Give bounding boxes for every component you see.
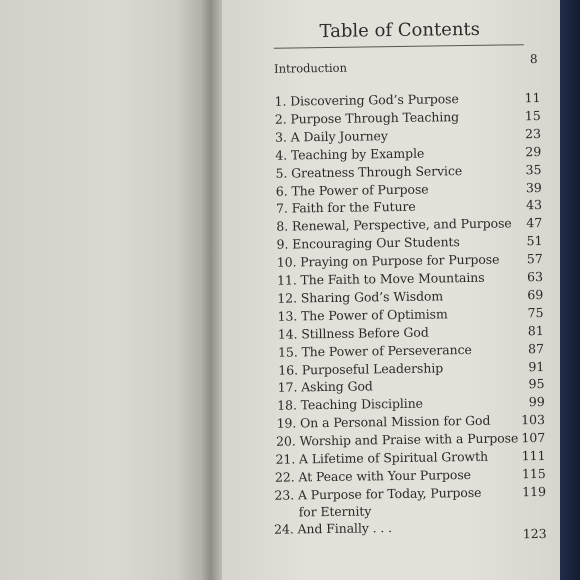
toc-entry-page: 111 bbox=[521, 447, 546, 464]
toc-page-content bbox=[239, 0, 577, 580]
toc-entry-title: 15. The Power of Perseverance bbox=[277, 341, 472, 360]
intro-entry-label: Introduction bbox=[273, 60, 348, 76]
toc-entry-title: 18. Teaching Discipline bbox=[277, 395, 424, 413]
toc-entry-title: 19. On a Personal Mission for God bbox=[276, 412, 491, 431]
toc-entry-title: 6. The Power of Purpose bbox=[275, 181, 429, 199]
toc-entry-title: 21. A Lifetime of Spiritual Growth bbox=[275, 448, 489, 467]
toc-entry-title: 20. Worship and Praise with a Purpose bbox=[275, 430, 519, 449]
toc-entry-title: 8. Renewal, Perspective, and Purpose bbox=[276, 215, 512, 234]
toc-entry-title: 12. Sharing God’s Wisdom bbox=[277, 288, 444, 306]
toc-entry-page: 43 bbox=[526, 197, 543, 213]
toc-entry-title: 5. Greatness Through Service bbox=[275, 162, 463, 181]
toc-entry-page: 99 bbox=[528, 394, 545, 410]
toc-entry-page: 115 bbox=[521, 465, 546, 482]
toc-entry-page: 51 bbox=[526, 233, 543, 249]
toc-entry-title: 22. At Peace with Your Purpose bbox=[274, 466, 472, 485]
toc-entry-page: 87 bbox=[528, 340, 545, 356]
left-blank-page bbox=[0, 0, 208, 580]
toc-entry-page: 123 bbox=[522, 525, 547, 541]
toc-entry-page: 119 bbox=[522, 483, 547, 500]
toc-entry-page: 69 bbox=[527, 286, 544, 303]
toc-entry-page: 11 bbox=[524, 89, 541, 106]
toc-entry-title: 17. Asking God bbox=[277, 378, 373, 396]
intro-entry-page: 8 bbox=[529, 52, 538, 67]
toc-entry-title: 9. Encouraging Our Students bbox=[276, 234, 460, 252]
toc-entry-title-continued: for Eternity bbox=[298, 503, 372, 520]
toc-entry-page: 57 bbox=[526, 251, 543, 267]
toc-entry-title: 24. And Finally . . . bbox=[274, 519, 393, 537]
toc-entry-page: 23 bbox=[525, 125, 542, 142]
toc-entry-list bbox=[239, 0, 577, 580]
toc-entry-page: 47 bbox=[526, 215, 543, 231]
toc-entry-title: 23. A Purpose for Today, Purpose bbox=[274, 484, 482, 503]
toc-entry-page: 35 bbox=[525, 161, 542, 177]
toc-entry-page: 107 bbox=[521, 430, 546, 446]
toc-entry-title: 16. Purposeful Leadership bbox=[278, 359, 444, 378]
toc-entry-page: 15 bbox=[524, 107, 541, 124]
toc-entry-title: 1. Discovering God’s Purpose bbox=[274, 91, 459, 109]
toc-entry-page: 63 bbox=[527, 268, 544, 285]
toc-entry-title: 13. The Power of Optimism bbox=[277, 306, 448, 324]
toc-entry-title: 10. Praying on Purpose for Purpose bbox=[276, 251, 500, 270]
toc-entry-page: 81 bbox=[527, 322, 544, 338]
toc-entry-title: 11. The Faith to Move Mountains bbox=[276, 269, 485, 288]
toc-entry-page: 39 bbox=[525, 179, 542, 195]
toc-entry-title: 2. Purpose Through Teaching bbox=[274, 109, 460, 127]
toc-entry-title: 4. Teaching by Example bbox=[275, 145, 425, 163]
toc-entry-title: 3. A Daily Journey bbox=[274, 127, 388, 145]
toc-entry-page: 29 bbox=[525, 143, 542, 159]
toc-entry-page: 91 bbox=[528, 358, 545, 374]
toc-entry-page: 75 bbox=[527, 304, 544, 320]
toc-entry-page: 103 bbox=[521, 412, 546, 428]
toc-entry-page: 95 bbox=[528, 376, 545, 392]
toc-entry-title: 7. Faith for the Future bbox=[275, 199, 416, 217]
toc-entry-title: 14. Stillness Before God bbox=[277, 324, 429, 342]
page-title: Table of Contents bbox=[319, 18, 481, 43]
